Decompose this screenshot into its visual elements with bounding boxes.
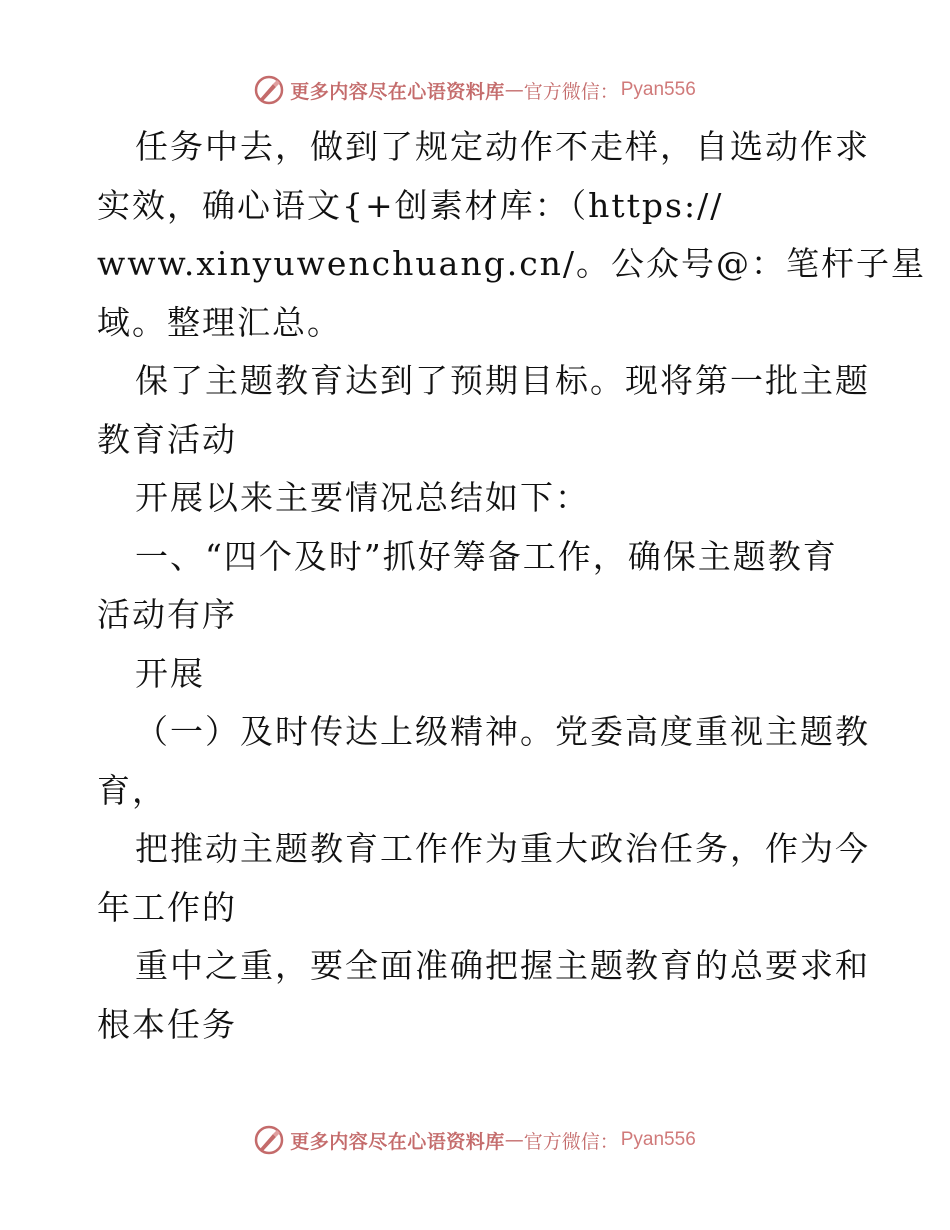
body-line: www.xinyuwenchuang.cn/。公众号@：笔杆子星 <box>97 244 927 283</box>
watermark-wechat-label: 官方微信： <box>523 1130 619 1153</box>
watermark-wechat-id: Pyan556 <box>620 1129 696 1150</box>
document-body <box>97 118 927 1054</box>
watermark-dash: — <box>504 1129 524 1151</box>
body-line: 根本任务 <box>97 1004 237 1044</box>
footer-watermark <box>0 1120 950 1160</box>
body-line: 保了主题教育达到了预期目标。现将第一批主题 <box>135 361 870 400</box>
body-line: 任务中去，做到了规定动作不走样，自选动作求 <box>135 127 870 166</box>
pen-logo-icon <box>254 1125 284 1155</box>
watermark-wechat-id: Pyan556 <box>620 79 696 100</box>
subsection-heading: （一）及时传达上级精神。党委高度重视主题教 <box>135 712 870 751</box>
watermark-wechat-label: 官方微信： <box>523 80 619 103</box>
pen-logo-icon <box>254 75 284 105</box>
body-line: 重中之重，要全面准确把握主题教育的总要求和 <box>135 946 870 985</box>
body-line: 域。整理汇总。 <box>97 302 342 342</box>
body-line: 活动有序 <box>97 595 237 634</box>
watermark-text: 更多内容尽在心语资料库 <box>290 1130 505 1153</box>
section-heading: 一、“四个及时”抓好筹备工作，确保主题教育 <box>135 536 838 576</box>
watermark-dash: — <box>504 79 524 101</box>
header-watermark <box>0 70 950 110</box>
body-line: 教育活动 <box>97 419 237 459</box>
body-line: 育， <box>97 770 167 810</box>
body-line: 年工作的 <box>97 887 237 927</box>
watermark-text: 更多内容尽在心语资料库 <box>290 80 505 103</box>
body-line: 把推动主题教育工作作为重大政治任务，作为今 <box>135 829 870 868</box>
body-line: 开展 <box>135 653 205 693</box>
body-line: 开展以来主要情况总结如下： <box>135 478 590 517</box>
body-line: 实效，确心语文{+创素材库：（https:// <box>97 185 724 225</box>
